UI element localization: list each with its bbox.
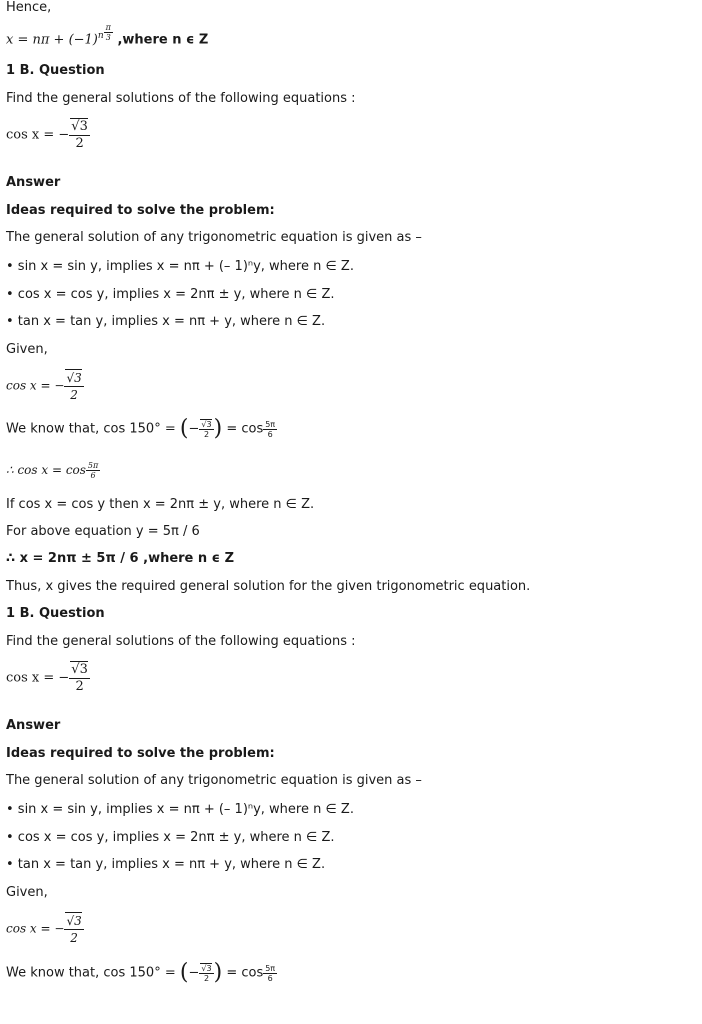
intro-text: The general solution of any trigonometric equation is given as – [6,230,422,245]
question-prompt: Find the general solutions of the following equations : [6,634,356,649]
question-title: 1 B. Question [6,63,105,78]
answer-label: Answer [6,175,61,190]
bullet-sin: • sin x = sin y, implies x = nπ + (– 1)ⁿy, where n ∈ Z. [6,802,354,817]
given-label: Given, [6,342,48,357]
answer-label: Answer [6,718,61,733]
therefore-equation: ∴ cos x = cos $\frac{5\pi}{6}$ [6,461,99,480]
question-title: 1 B. Question [6,606,105,621]
bullet-cos: • cos x = cos y, implies x = 2nπ ± y, where n ∈ Z. [6,287,335,302]
know-text: We know that, cos 150° [6,421,161,437]
ideas-heading: Ideas required to solve the problem: [6,746,275,761]
top-formula [6,22,209,48]
thus-line: Thus, x gives the required general solution for the given trigonometric equation. [6,579,531,594]
hence-text: Hence, [6,0,52,15]
top-formula-exp: n π 3 [97,22,111,42]
bullet-cos: • cos x = cos y, implies x = 2nπ ± y, where n ∈ Z. [6,830,335,845]
for-line: For above equation y = 5π / 6 [6,524,200,539]
question-prompt: Find the general solutions of the following equations : [6,91,356,106]
question-equation: cos x = − $\frac{√3}{2}$ [6,662,88,694]
question-equation: cos x = − $\frac{√3}{2}$ [6,119,88,151]
know-text: We know that, cos 150° [6,965,161,981]
given-equation: cos x = − $\frac{√3}{2}$ [6,371,82,402]
ideas-heading: Ideas required to solve the problem: [6,203,275,218]
intro-text: The general solution of any trigonometric equation is given as – [6,773,422,788]
bullet-tan: • tan x = tan y, implies x = nπ + y, where n ∈ Z. [6,314,326,329]
top-formula-lhs: x = nπ + (−1) [6,32,98,48]
know-line: We know that, cos 150° = (− $\frac{√3}{2}$ ) = cos $\frac{5\pi}{6}$ [6,416,276,441]
given-label: Given, [6,885,48,900]
top-formula-tail: ,where n ϵ Z [112,32,209,48]
given-equation: cos x = − $\frac{√3}{2}$ [6,914,82,945]
bullet-sin: • sin x = sin y, implies x = nπ + (– 1)ⁿy, where n ∈ Z. [6,259,354,274]
if-line: If cos x = cos y then x = 2nπ ± y, where n ∈ Z. [6,497,315,512]
result-line: ∴ x = 2nπ ± 5π / 6 ,where n ϵ Z [6,551,235,566]
bullet-tan: • tan x = tan y, implies x = nπ + y, where n ∈ Z. [6,857,326,872]
know-line: We know that, cos 150° = (− $\frac{√3}{2}$ ) = cos $\frac{5\pi}{6}$ [6,960,276,985]
